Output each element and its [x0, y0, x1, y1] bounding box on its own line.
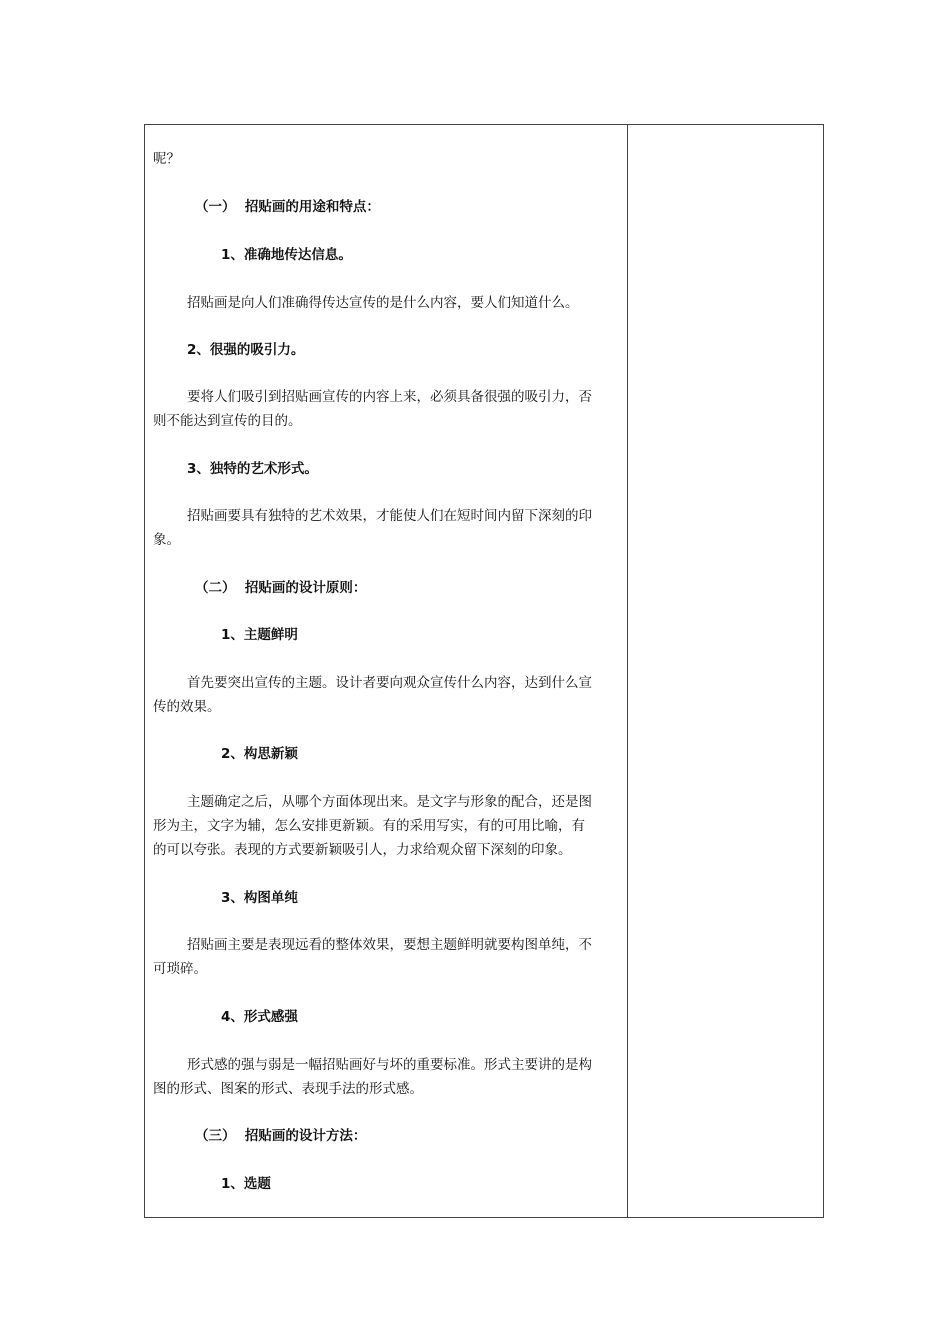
paragraph-line: 图的形式、图案的形式、表现手法的形式感。: [153, 1081, 423, 1097]
paragraph-line: 首先要突出宣传的主题。设计者要向观众宣传什么内容，达到什么宣: [187, 675, 592, 691]
section-heading-2: [195, 576, 366, 600]
subheading: 1、主题鲜明: [221, 627, 298, 643]
right-column-empty-cell: [628, 125, 823, 1217]
section-heading-3: [195, 1124, 366, 1148]
paragraph-line: 招贴画要具有独特的艺术效果，才能使人们在短时间内留下深刻的印: [187, 508, 592, 524]
subheading: 1、选题: [221, 1176, 271, 1192]
subheading: 4、形式感强: [221, 1009, 298, 1025]
subheading: 2、构思新颖: [221, 746, 298, 762]
subheading: 1、准确地传达信息。: [221, 247, 352, 263]
paragraph-line: 形式感的强与弱是一幅招贴画好与坏的重要标准。形式主要讲的是构: [187, 1057, 592, 1073]
paragraph-line: 的可以夸张。表现的方式要新颖吸引人，力求给观众留下深刻的印象。: [153, 842, 572, 858]
paragraph-line: 要将人们吸引到招贴画宣传的内容上来，必须具备很强的吸引力，否: [187, 389, 592, 405]
paragraph-line: 呢？: [153, 151, 180, 167]
paragraph-line: 传的效果。: [153, 699, 221, 715]
section-title: 招贴画的用途和特点：: [244, 199, 380, 215]
subheading: 2、很强的吸引力。: [187, 342, 305, 358]
paragraph-line: 形为主，文字为辅，怎么安排更新颖。有的采用写实，有的可用比喻，有: [153, 818, 585, 834]
section-marker: （二）: [195, 580, 236, 596]
paragraph-line: 象。: [153, 532, 180, 548]
subheading: 3、独特的艺术形式。: [187, 461, 318, 477]
section-marker: （一）: [195, 199, 236, 215]
paragraph-line: 招贴画是向人们准确得传达宣传的是什么内容，要人们知道什么。: [187, 295, 579, 311]
paragraph-line: 可琐碎。: [153, 961, 207, 977]
paragraph-line: 主题确定之后，从哪个方面体现出来。是文字与形象的配合，还是图: [187, 794, 592, 810]
section-title: 招贴画的设计原则：: [244, 580, 367, 596]
paragraph-line: 招贴画主要是表现远看的整体效果，要想主题鲜明就要构图单纯，不: [187, 937, 592, 953]
section-heading-1: [195, 195, 380, 219]
paragraph-line: 则不能达到宣传的目的。: [153, 413, 302, 429]
section-title: 招贴画的设计方法：: [244, 1128, 367, 1144]
document-table: [144, 124, 824, 1218]
subheading: 3、构图单纯: [221, 890, 298, 906]
section-marker: （三）: [195, 1128, 236, 1144]
